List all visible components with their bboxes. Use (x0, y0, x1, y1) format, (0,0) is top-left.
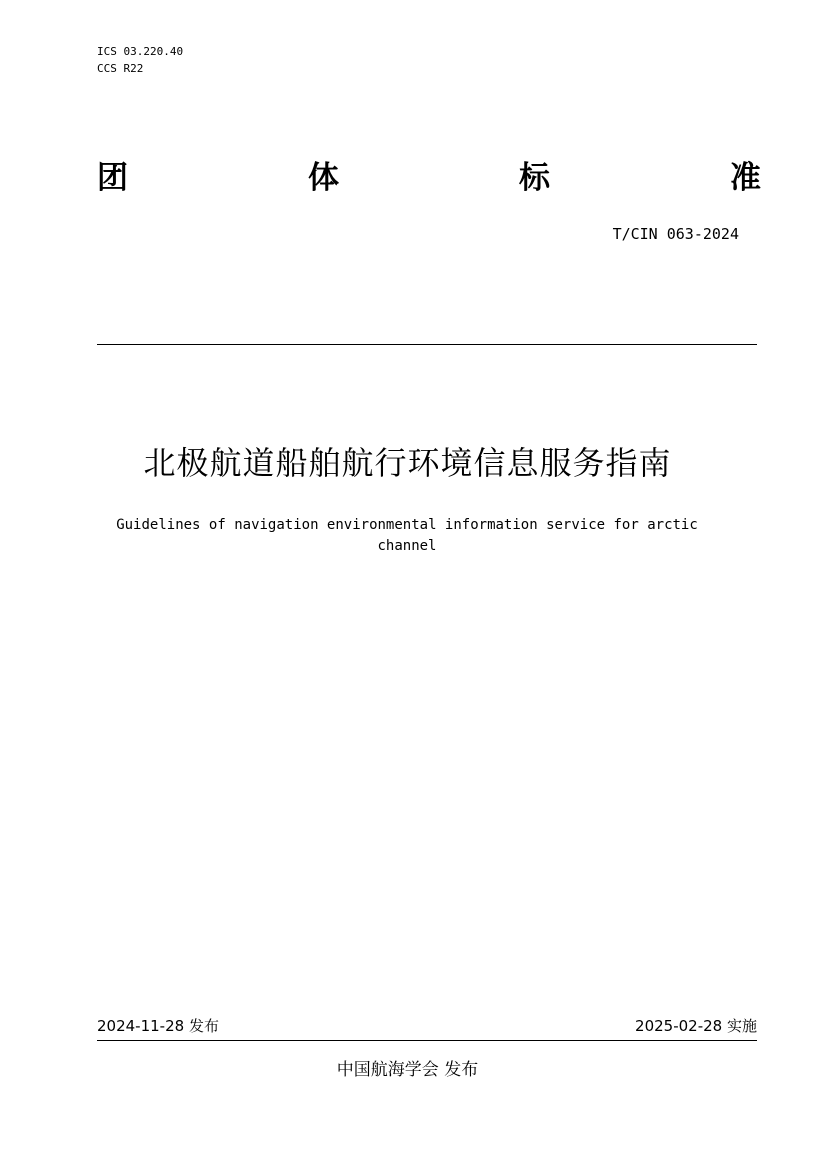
standard-type-char: 准 (730, 160, 761, 196)
document-title-english: Guidelines of navigation environmental information service for arctic channel (116, 517, 698, 554)
standard-type-char: 标 (519, 160, 550, 196)
standard-number: T/CIN 063-2024 (612, 225, 739, 243)
ccs-code: CCS R22 (97, 62, 144, 75)
classification-codes (97, 43, 183, 77)
bottom-divider (97, 1040, 757, 1041)
publisher: 中国航海学会 发布 (336, 1060, 479, 1080)
standard-type-char: 体 (308, 160, 339, 196)
issue-date: 2024-11-28 发布 (97, 1017, 219, 1035)
document-title-chinese: 北极航道船舶航行环境信息服务指南 (143, 444, 672, 482)
standard-type-heading (97, 158, 761, 198)
ics-code: ICS 03.220.40 (97, 45, 184, 58)
implementation-date: 2025-02-28 实施 (635, 1017, 757, 1035)
top-divider (97, 344, 757, 345)
standard-type-char: 团 (97, 160, 128, 196)
